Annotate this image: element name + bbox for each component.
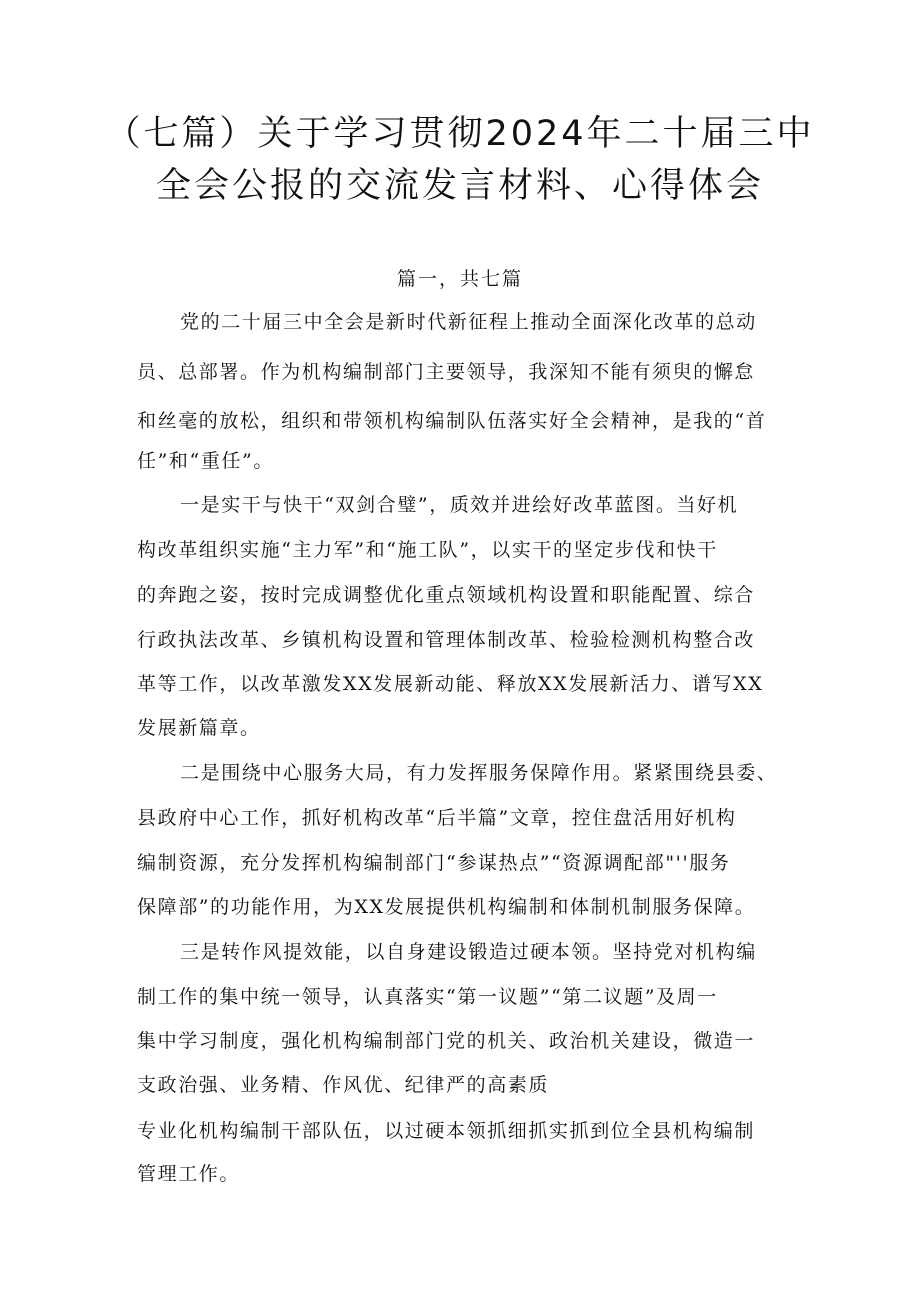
body-line: 二是围绕中心服务大局，有力发挥服务保障作用。紧紧围绕县委、: [180, 762, 778, 784]
body-line: 一是实干与快干“双剑合璧”，质效并进绘好改革蓝图。当好机: [180, 494, 739, 516]
body-line: 任”和“重任”。: [137, 450, 274, 472]
body-line: 支政治强、业务精、作风优、纪律严的高素质: [137, 1074, 550, 1096]
body-line: 员、总部署。作为机构编制部门主要领导，我深知不能有须臾的懈怠: [137, 361, 756, 383]
document-title-line-2: 全会公报的交流发言材料、心得体会: [155, 166, 764, 206]
body-line: 专业化机构编制干部队伍，以过硬本领抓细抓实抓到位全县机构编制: [137, 1120, 756, 1142]
body-line: 三是转作风提效能，以自身建设锻造过硬本领。坚持党对机构编: [180, 941, 757, 963]
body-line: 和丝毫的放松，组织和带领机构编制队伍落实好全会精神，是我的“首: [137, 410, 767, 432]
body-line: 制工作的集中统一领导，认真落实“第一议题”“第二议题”及周一: [137, 986, 718, 1008]
section-heading: 篇一，共七篇: [396, 268, 523, 290]
body-line: 革等工作，以改革激发XX发展新动能、释放XX发展新活力、谱写XX: [137, 673, 764, 695]
body-line: 构改革组织实施“主力军”和“施工队”，以实干的坚定步伐和快干: [137, 539, 718, 561]
document-title-line-1: （七篇）关于学习贯彻2024年二十届三中: [105, 114, 815, 154]
body-line: 编制资源，充分发挥机构编制部门“参谋热点”“资源调配部"''服务: [137, 852, 731, 874]
body-line: 保障部”的功能作用，为XX发展提供机构编制和体制机制服务保障。: [137, 896, 756, 918]
body-line: 党的二十届三中全会是新时代新征程上推动全面深化改革的总动: [180, 311, 757, 333]
body-line: 发展新篇章。: [137, 717, 261, 739]
body-line: 县政府中心工作，抓好机构改革“后半篇”文章，控住盘活用好机构: [137, 807, 737, 829]
body-line: 管理工作。: [137, 1163, 241, 1185]
body-line: 的奔跑之姿，按时完成调整优化重点领域机构设置和职能配置、综合: [137, 584, 756, 606]
body-line: 集中学习制度，强化机构编制部门党的机关、政治机关建设，微造一: [137, 1030, 756, 1052]
body-line: 行政执法改革、乡镇机构设置和管理体制改革、检验检测机构整合改: [137, 629, 756, 651]
